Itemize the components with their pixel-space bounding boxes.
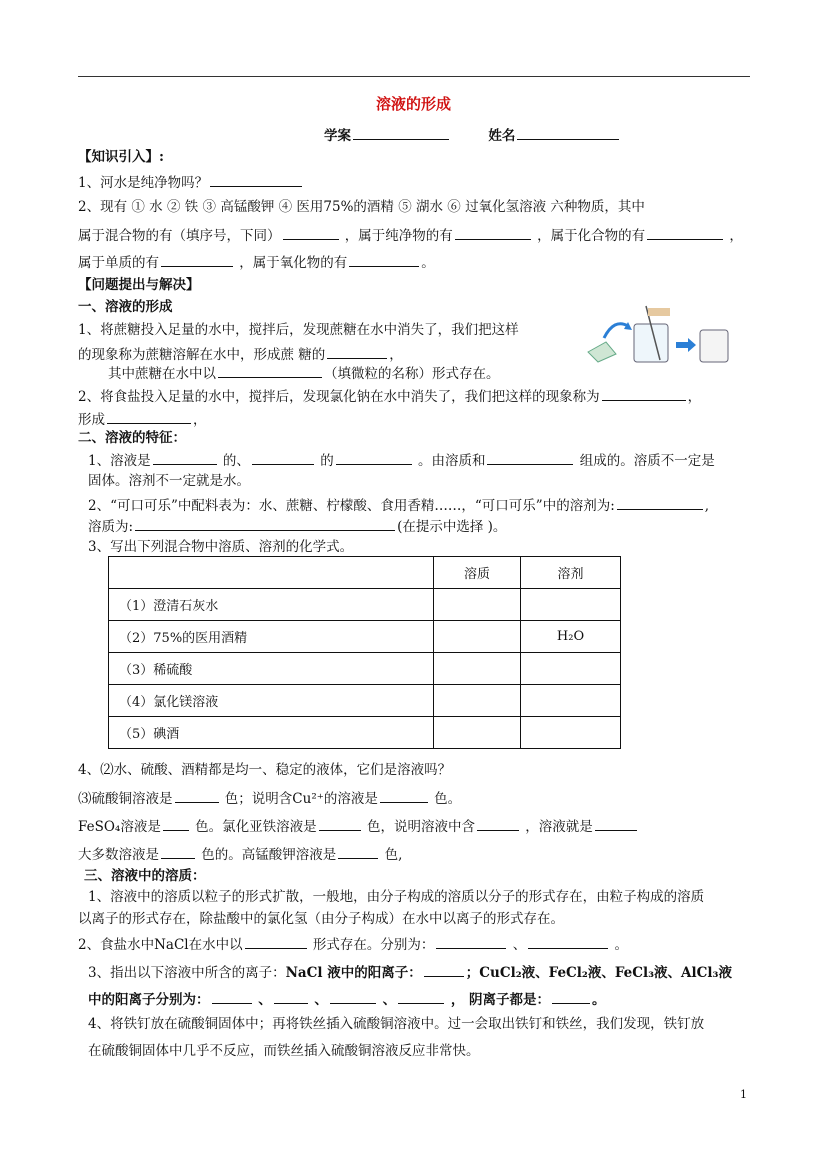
section1-heading: 一、溶液的形成 bbox=[78, 299, 173, 315]
blank[interactable] bbox=[424, 961, 464, 977]
blank[interactable] bbox=[487, 449, 573, 465]
text: 、 bbox=[258, 992, 272, 1008]
s2-line3 bbox=[88, 494, 709, 516]
xuean-label: 学案 bbox=[324, 128, 351, 144]
blank[interactable] bbox=[455, 224, 531, 240]
text: 中的阳离子分别为： bbox=[88, 992, 210, 1008]
blank[interactable] bbox=[380, 787, 428, 803]
text: ，属于纯净物的有 bbox=[344, 228, 453, 244]
text: ；CuCl₂液、FeCl₂液、FeCl₃液、AlCl₃液 bbox=[465, 965, 732, 981]
text: 的现象称为蔗糖溶解在水中，形成蔗 糖的 bbox=[78, 347, 326, 363]
text: 色；说明含Cu²⁺的溶液是 bbox=[224, 791, 378, 807]
table-row bbox=[109, 685, 621, 717]
blank[interactable] bbox=[398, 988, 444, 1004]
name-blank[interactable] bbox=[517, 124, 619, 140]
table-cell[interactable] bbox=[434, 685, 521, 717]
blank[interactable] bbox=[153, 449, 217, 465]
table-cell[interactable] bbox=[434, 621, 521, 653]
table-cell: （5）碘酒 bbox=[109, 717, 434, 749]
text: 2、“可口可乐”中配料表为：水、蔗糖、柠檬酸、食用香精……，“可口可乐”中的溶剂为: bbox=[88, 498, 615, 514]
text: 、 bbox=[382, 992, 397, 1008]
text: ， bbox=[687, 389, 702, 405]
text: ， bbox=[193, 412, 207, 428]
s3-line2: 以离子的形式存在，除盐酸中的氯化氢（由分子构成）在水中以离子的形式存在。 bbox=[78, 911, 564, 927]
blank[interactable] bbox=[617, 494, 703, 510]
text: 1、溶液是 bbox=[88, 453, 151, 469]
table-header-row bbox=[109, 557, 621, 589]
table-cell[interactable] bbox=[521, 589, 621, 621]
text: 色，说明溶液中含 bbox=[366, 819, 475, 835]
s3-line1: 1、溶液中的溶质以粒子的形式扩散，一般地，由分子构成的溶质以分子的形式存在，由粒子构成的溶质 bbox=[88, 889, 705, 905]
q4-line3 bbox=[78, 815, 639, 837]
solute-solvent-table bbox=[108, 556, 621, 749]
blank[interactable] bbox=[319, 815, 361, 831]
problems-heading: 【问题提出与解决】 bbox=[78, 277, 200, 293]
text: 属于单质的有 bbox=[78, 255, 159, 271]
text: （填微粒的名称）形式存在。 bbox=[324, 366, 500, 382]
text: 大多数溶液是 bbox=[78, 847, 159, 863]
blank[interactable] bbox=[327, 343, 387, 359]
table-cell: （2）75%的医用酒精 bbox=[109, 621, 434, 653]
q4-line2 bbox=[78, 787, 461, 809]
intro-q1-text: 1、河水是纯净物吗？ bbox=[78, 175, 209, 191]
table-cell[interactable] bbox=[434, 717, 521, 749]
table-cell[interactable]: H₂O bbox=[521, 621, 621, 653]
s3-line3 bbox=[78, 933, 628, 955]
text: ，属于氧化物的有 bbox=[239, 255, 348, 271]
table-cell: （3）稀硫酸 bbox=[109, 653, 434, 685]
table-row bbox=[109, 653, 621, 685]
text: ，溶液就是 bbox=[525, 819, 593, 835]
table-cell[interactable] bbox=[521, 717, 621, 749]
s1-line4 bbox=[78, 385, 701, 407]
text: ， bbox=[389, 347, 403, 363]
blank[interactable] bbox=[330, 988, 376, 1004]
text: FeSO₄溶液是 bbox=[78, 819, 161, 835]
s1-line5 bbox=[78, 408, 207, 430]
text: 组成的。溶质不一定是 bbox=[579, 453, 715, 469]
top-rule bbox=[78, 76, 750, 77]
text: ，属于化合物的有 bbox=[537, 228, 646, 244]
text: 。 bbox=[421, 255, 435, 271]
text: 色的。高锰酸钾溶液是 bbox=[201, 847, 337, 863]
text: ， bbox=[729, 228, 743, 244]
s2-line1 bbox=[88, 449, 715, 471]
text: 2、食盐水中NaCl在水中以 bbox=[78, 937, 243, 953]
blank[interactable] bbox=[175, 787, 219, 803]
text: 的、 bbox=[222, 453, 250, 469]
text: 。 bbox=[592, 992, 606, 1008]
blank[interactable] bbox=[477, 815, 519, 831]
text: , bbox=[704, 498, 710, 514]
blank[interactable] bbox=[210, 171, 302, 187]
blank[interactable] bbox=[161, 251, 233, 267]
text: 色。 bbox=[434, 791, 462, 807]
blank[interactable] bbox=[552, 988, 590, 1004]
blank[interactable] bbox=[283, 224, 339, 240]
text: 形式存在。分别为： bbox=[312, 937, 435, 953]
intro-heading: 【知识引入】: bbox=[78, 149, 164, 165]
s2-line2: 固体。溶剂不一定就是水。 bbox=[88, 473, 250, 489]
text: 形成 bbox=[78, 412, 105, 428]
blank[interactable] bbox=[602, 385, 686, 401]
dissolving-illustration bbox=[584, 302, 734, 366]
blank[interactable] bbox=[336, 449, 412, 465]
q4-line1: 4、⑵水、硫酸、酒精都是均一、稳定的液体，它们是溶液吗？ bbox=[78, 762, 452, 778]
blank[interactable] bbox=[135, 515, 395, 531]
blank[interactable] bbox=[218, 362, 322, 378]
header-cell: 溶质 bbox=[434, 557, 521, 589]
text: 。由溶质和 bbox=[417, 453, 486, 469]
table-row bbox=[109, 621, 621, 653]
page-title: 溶液的形成 bbox=[375, 95, 451, 113]
blank[interactable] bbox=[107, 408, 191, 424]
s3-line7: 在硫酸铜固体中几乎不反应，而铁丝插入硫酸铜溶液反应非常快。 bbox=[88, 1043, 480, 1059]
section2-heading: 二、溶液的特征： bbox=[78, 430, 186, 446]
table-cell[interactable] bbox=[521, 653, 621, 685]
blank[interactable] bbox=[436, 933, 506, 949]
text: 属于混合物的有（填序号，下同） bbox=[78, 228, 281, 244]
s3-line5: 中的阳离子分别为： 、 、 、 ， 阴离子都是： 。 bbox=[88, 988, 606, 1010]
intro-q1 bbox=[78, 171, 304, 193]
q4-line4 bbox=[78, 843, 402, 865]
table-cell[interactable] bbox=[434, 589, 521, 621]
table-row bbox=[109, 589, 621, 621]
text: 、 bbox=[314, 992, 328, 1008]
blank[interactable] bbox=[595, 815, 637, 831]
text: NaCl 液中的阳离子： bbox=[285, 965, 422, 981]
s2-line4 bbox=[88, 515, 506, 537]
intro-q2-line2 bbox=[78, 224, 743, 246]
text: (在提示中选择 )。 bbox=[397, 519, 507, 535]
s3-line6: 4、将铁钉放在硫酸铜固体中；再将铁丝插入硫酸铜溶液中。过一会取出铁钉和铁丝，我们发现，铁钉放 bbox=[88, 1016, 705, 1032]
blank[interactable] bbox=[252, 449, 314, 465]
section3-heading: 三、溶液中的溶质： bbox=[84, 868, 206, 884]
text: 、 bbox=[512, 937, 527, 953]
table-cell[interactable] bbox=[434, 653, 521, 685]
xuean-blank[interactable] bbox=[353, 124, 449, 140]
text: 色, bbox=[384, 847, 403, 863]
text: 溶质为: bbox=[88, 519, 134, 535]
table-row bbox=[109, 717, 621, 749]
blank[interactable] bbox=[274, 988, 308, 1004]
text: 3、指出以下溶液中所含的离子： bbox=[88, 965, 286, 981]
text: 2、将食盐投入足量的水中，搅拌后，发现氯化钠在水中消失了，我们把这样的现象称为 bbox=[78, 389, 600, 405]
s1-line3 bbox=[108, 362, 500, 384]
header-cell: 溶剂 bbox=[521, 557, 621, 589]
text: 色。氯化亚铁溶液是 bbox=[195, 819, 317, 835]
blank[interactable] bbox=[212, 988, 252, 1004]
table-cell[interactable] bbox=[521, 685, 621, 717]
name-label: 姓名 bbox=[488, 128, 516, 144]
intro-q2-line3 bbox=[78, 251, 435, 273]
blank[interactable] bbox=[349, 251, 419, 267]
text: 其中蔗糖在水中以 bbox=[108, 366, 216, 382]
blank[interactable] bbox=[338, 843, 378, 859]
blank[interactable] bbox=[245, 933, 307, 949]
text: 。 bbox=[614, 937, 628, 953]
blank[interactable] bbox=[528, 933, 608, 949]
header-fields bbox=[324, 124, 621, 146]
blank[interactable] bbox=[163, 815, 189, 831]
intro-q2: 2、现有 ① 水 ② 铁 ③ 高锰酸钾 ④ 医用75%的酒精 ⑤ 湖水 ⑥ 过氧化氢溶液 六种物质，其中 bbox=[78, 199, 645, 215]
table-cell: （4）氯化镁溶液 bbox=[109, 685, 434, 717]
s1-line1: 1、将蔗糖投入足量的水中，搅拌后，发现蔗糖在水中消失了，我们把这样 bbox=[78, 322, 519, 338]
blank[interactable] bbox=[161, 843, 195, 859]
table-cell: （1）澄清石灰水 bbox=[109, 589, 434, 621]
text: ⑶硫酸铜溶液是 bbox=[78, 791, 173, 807]
text: 阴离子都是： bbox=[469, 992, 551, 1008]
s3-line4 bbox=[88, 961, 732, 983]
blank[interactable] bbox=[647, 224, 723, 240]
header-cell bbox=[109, 557, 434, 589]
page-number: 1 bbox=[740, 1088, 747, 1101]
text: 的 bbox=[320, 453, 334, 469]
s2-line5: 3、写出下列混合物中溶质、溶剂的化学式。 bbox=[88, 539, 354, 555]
